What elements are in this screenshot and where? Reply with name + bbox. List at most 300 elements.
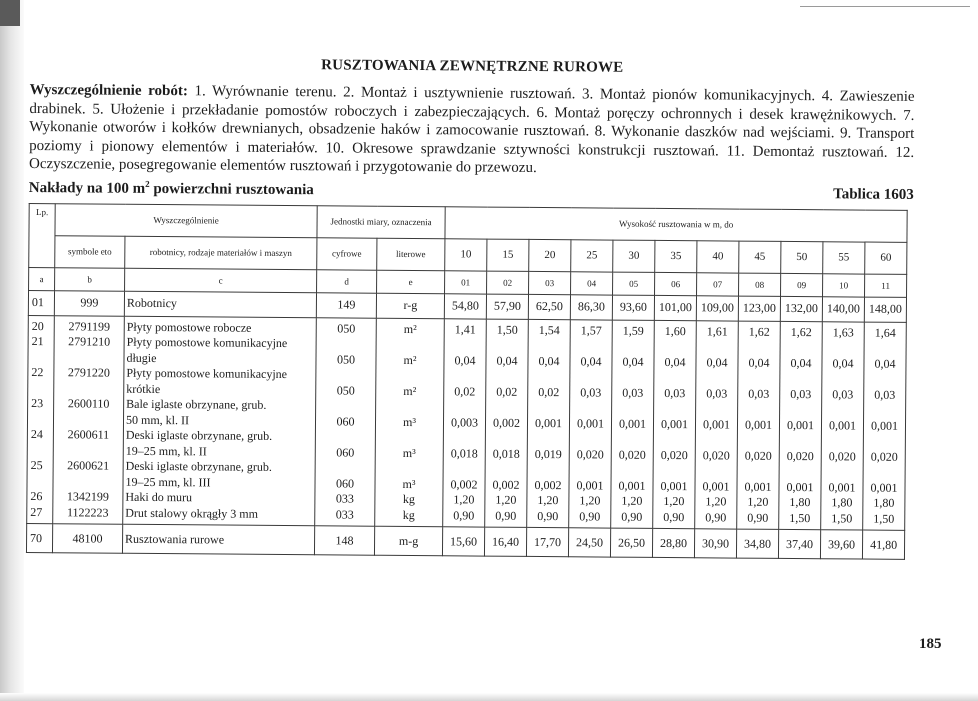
materials-lp-line (31, 350, 51, 366)
materials-values-col-30 (611, 320, 655, 529)
height-header-60: 60 (865, 242, 907, 274)
materials-value: 0,020 (828, 448, 856, 463)
materials-value: 0,02 (538, 384, 560, 399)
materials-value: 0,03 (664, 385, 686, 400)
height-header-30: 30 (613, 240, 655, 272)
materials-value: 1,54 (538, 322, 560, 337)
materials-unit-num-line: 060 (336, 444, 355, 460)
materials-value: 0,001 (660, 416, 689, 431)
materials-value (488, 369, 525, 385)
materials-value: 1,20 (747, 494, 769, 509)
materials-value (572, 462, 609, 478)
work-description-label: Wyszczególnienie robót: (29, 81, 188, 100)
materials-unit-num (315, 317, 377, 526)
materials-value (699, 339, 736, 355)
column-code-03: 03 (529, 271, 571, 294)
header-jednostki: Jednostki miary, oznaczenia (317, 205, 445, 238)
materials-value (573, 338, 610, 354)
materials-unit-lit-line (378, 399, 441, 415)
materials-unit-lit-line: m² (403, 352, 417, 367)
materials-value (530, 400, 567, 416)
materials-symbol-line: 2791220 (67, 365, 110, 380)
labor-value: 93,60 (612, 295, 654, 320)
materials-value (782, 402, 819, 418)
materials-value (782, 371, 819, 387)
column-letter-e: e (377, 270, 445, 294)
materials-value: 0,90 (495, 508, 517, 523)
materials-value (825, 340, 862, 356)
height-header-50: 50 (781, 241, 823, 273)
materials-value: 1,20 (705, 494, 727, 509)
materials-value: 0,04 (454, 352, 476, 368)
materials-value: 0,04 (832, 355, 854, 370)
materials-value: 1,59 (622, 323, 644, 338)
materials-value: 1,80 (831, 495, 853, 510)
materials-value: 0,001 (534, 415, 563, 430)
materials-value (572, 431, 609, 447)
equipment-name: Rusztowania rurowe (122, 524, 314, 555)
materials-value (740, 464, 777, 480)
materials-unit-lit-line: m² (403, 383, 417, 398)
labor-value: 54,80 (444, 293, 486, 318)
materials-values-col-55 (821, 321, 865, 530)
equipment-value: 34,80 (736, 529, 778, 558)
materials-value: 0,001 (828, 417, 857, 432)
height-header-55: 55 (823, 241, 865, 273)
materials-symbol-line: 2791210 (68, 334, 111, 349)
materials-value: 0,001 (870, 418, 899, 433)
header-lp: Lp. (29, 203, 56, 267)
materials-lp-line (31, 412, 51, 428)
materials-unit-lit-line (379, 337, 442, 353)
materials-value (488, 462, 525, 478)
equipment-value: 41,80 (862, 530, 904, 559)
materials-value (866, 403, 903, 419)
materials-value (489, 338, 526, 354)
height-header-35: 35 (655, 240, 697, 272)
materials-unit-num-line: 050 (336, 351, 356, 367)
materials-value: 0,020 (576, 446, 604, 462)
materials-value (698, 401, 735, 417)
materials-value: 1,80 (789, 494, 811, 510)
materials-value (866, 372, 903, 388)
materials-value: 0,04 (538, 353, 560, 368)
materials-name-line: Drut stalowy okrągły 3 mm (125, 505, 259, 521)
materials-name-line: krótkie (126, 381, 161, 396)
materials-value (656, 432, 693, 448)
materials-name-line: Płyty pomostowe komunikacyjne (126, 365, 288, 382)
materials-value: 0,03 (622, 385, 644, 400)
materials-value (824, 371, 861, 387)
materials-value: 0,002 (450, 476, 478, 492)
materials-value (530, 462, 567, 478)
materials-value: 0,04 (748, 355, 770, 370)
height-header-15: 15 (487, 239, 529, 271)
materials-value: 0,03 (748, 386, 770, 401)
materials-lp-line (30, 474, 50, 490)
column-letter-c: c (125, 268, 317, 293)
materials-values-col-10 (443, 318, 487, 527)
subtitle-superscript: 2 (145, 178, 150, 189)
materials-value: 0,002 (492, 415, 521, 430)
materials-value: 0,003 (450, 414, 479, 430)
work-description (29, 81, 915, 180)
materials-lp-line: 24 (30, 427, 43, 442)
materials-name-line: 19–25 mm, kl. II (125, 443, 207, 458)
materials-value (656, 463, 693, 479)
materials-name-line: Deski iglaste obrzynane, grub. (125, 427, 273, 443)
header-literowe: literowe (377, 238, 445, 271)
height-header-20: 20 (529, 239, 571, 271)
materials-value (740, 433, 777, 449)
top-rule (800, 6, 970, 7)
materials-value: 1,61 (706, 323, 728, 338)
materials-symbol-line (55, 474, 120, 490)
materials-value: 0,04 (664, 354, 686, 369)
materials-value: 0,001 (786, 417, 815, 432)
materials-unit-num-line: 060 (336, 413, 355, 429)
materials-value: 0,020 (618, 447, 646, 462)
materials-value: 0,90 (453, 507, 475, 523)
labor-value: 140,00 (822, 296, 864, 321)
book-spine-shadow (0, 0, 24, 701)
equipment-unit-lit: m-g (374, 526, 442, 556)
labor-value: 86,30 (570, 294, 612, 319)
materials-value: 1,20 (495, 492, 517, 507)
page-number: 185 (919, 636, 942, 652)
materials-value (740, 402, 777, 418)
materials-lp-line: 22 (31, 365, 44, 380)
materials-unit-lit-line: kg (402, 491, 415, 507)
equipment-value: 28,80 (652, 528, 694, 557)
column-code-05: 05 (613, 272, 655, 295)
column-code-10: 10 (823, 273, 865, 296)
equipment-value: 26,50 (610, 528, 652, 557)
materials-row (27, 315, 907, 530)
materials-value: 0,04 (496, 353, 518, 368)
materials-value (530, 369, 567, 385)
subtitle-prefix: Nakłady na 100 m (28, 179, 146, 197)
materials-value (530, 431, 567, 447)
labor-lp: 01 (28, 290, 54, 315)
materials-value: 0,03 (790, 386, 812, 401)
materials-symbol-line: 2600110 (67, 396, 110, 411)
materials-value (698, 370, 735, 386)
materials-value (782, 433, 819, 449)
header-symbole: symbole eto (55, 235, 125, 268)
materials-value: 0,020 (660, 447, 688, 462)
materials-name-line: 50 mm, kl. II (125, 412, 190, 427)
equipment-value: 17,70 (526, 527, 568, 556)
column-letter-b: b (55, 267, 125, 291)
materials-value: 0,04 (874, 356, 896, 371)
materials-unit-num-line (318, 429, 373, 445)
materials-value: 0,90 (663, 509, 685, 524)
height-header-10: 10 (445, 238, 487, 270)
labor-unit-num: 149 (316, 292, 376, 317)
materials-symbol-line: 1342199 (66, 489, 109, 504)
materials-value: 1,50 (831, 510, 853, 525)
norms-table (26, 202, 908, 559)
materials-unit-num-line: 033 (335, 506, 354, 522)
labor-unit-lit: r-g (376, 293, 444, 319)
materials-values-col-45 (737, 321, 781, 530)
labor-value: 57,90 (486, 294, 528, 319)
height-header-40: 40 (697, 240, 739, 272)
materials-lp-line: 23 (31, 396, 44, 411)
materials-value: 1,41 (454, 321, 476, 337)
materials-lp-line: 25 (30, 458, 43, 473)
column-code-06: 06 (655, 272, 697, 295)
materials-value (447, 337, 484, 353)
materials-value: 0,001 (618, 478, 646, 493)
materials-value: 0,020 (744, 448, 772, 463)
materials-value: 1,50 (789, 510, 811, 525)
materials-unit-lit-line (378, 368, 441, 384)
materials-unit-lit-line: m³ (402, 414, 417, 429)
header-wysokosc: Wysokość rusztowania w m, do (445, 206, 907, 242)
materials-value (656, 370, 693, 386)
equipment-lp: 70 (26, 523, 52, 552)
materials-lp-line: 20 (31, 318, 44, 333)
materials-value: 0,02 (496, 384, 518, 399)
materials-name-line: Płyty pomostowe komunikacyjne (126, 334, 288, 351)
materials-unit-num-line (318, 367, 373, 383)
column-code-09: 09 (781, 273, 823, 296)
equipment-value: 24,50 (568, 528, 610, 557)
equipment-value: 15,60 (442, 527, 484, 556)
materials-value: 1,80 (873, 495, 895, 510)
materials-value: 1,64 (874, 325, 896, 340)
materials-values-col-60 (863, 322, 907, 531)
materials-value: 0,020 (786, 448, 814, 463)
materials-lp-line: 21 (31, 334, 44, 349)
materials-value: 0,02 (454, 383, 476, 399)
materials-name-line: Deski iglaste obrzynane, grub. (125, 458, 273, 474)
materials-value (614, 370, 651, 386)
materials-unit-num-line: 060 (335, 475, 355, 491)
table-heading (29, 177, 914, 203)
materials-value: 1,50 (496, 322, 518, 337)
materials-value (614, 401, 651, 417)
materials-value: 0,04 (706, 354, 728, 369)
materials-lp-line: 27 (30, 504, 43, 519)
materials-value (615, 339, 652, 355)
materials-lp-line: 26 (30, 489, 43, 504)
materials-value: 0,90 (747, 510, 769, 525)
labor-value: 123,00 (738, 296, 780, 321)
materials-unit-num-line (318, 398, 373, 414)
materials-lp-line (31, 381, 51, 397)
materials-unit-lit (375, 318, 445, 527)
materials-value (740, 371, 777, 387)
materials-value: 0,001 (618, 416, 647, 431)
materials-value (446, 461, 483, 477)
materials-value: 1,20 (579, 493, 601, 508)
materials-value (572, 369, 609, 385)
column-code-08: 08 (739, 273, 781, 296)
materials-value: 0,020 (702, 447, 730, 463)
materials-symbol-line: 2791199 (68, 318, 111, 334)
materials-unit-num-line (319, 336, 374, 352)
labor-value: 101,00 (654, 295, 696, 320)
materials-value: 0,90 (579, 508, 601, 523)
materials-value: 1,20 (537, 492, 559, 508)
materials-unit-lit-line: m³ (402, 445, 416, 460)
column-code-11: 11 (865, 274, 907, 297)
materials-value: 0,001 (786, 479, 814, 494)
materials-value (698, 432, 735, 448)
scan-bottom-shade (0, 693, 978, 701)
column-code-07: 07 (697, 272, 739, 295)
materials-value: 0,001 (576, 477, 604, 493)
column-letter-a: a (29, 267, 55, 290)
materials-value: 0,001 (702, 478, 730, 494)
height-header-25: 25 (571, 239, 613, 271)
materials-value (446, 430, 483, 446)
column-letter-d: d (317, 269, 377, 292)
table-subtitle (29, 177, 314, 198)
materials-value: 0,001 (870, 480, 898, 495)
materials-value: 0,04 (580, 353, 602, 368)
materials-name (123, 316, 317, 526)
materials-value: 0,001 (702, 416, 731, 432)
materials-value (824, 433, 861, 449)
materials-values-col-20 (527, 319, 571, 528)
scan-corner-shadow (0, 0, 20, 26)
materials-name-line: długie (126, 350, 157, 365)
header-cyfrowe: cyfrowe (317, 237, 377, 269)
labor-value: 62,50 (528, 294, 570, 319)
header-wyszczegolnienie: Wyszczególnienie (55, 203, 317, 237)
materials-lp (27, 315, 55, 524)
materials-unit-num-line: 033 (335, 491, 354, 506)
materials-value (614, 463, 651, 479)
materials-lp-line (31, 443, 51, 459)
materials-value: 0,018 (450, 445, 478, 461)
column-code-01: 01 (445, 270, 487, 293)
materials-value: 0,001 (576, 415, 605, 431)
materials-value (866, 434, 903, 450)
column-code-02: 02 (487, 271, 529, 294)
materials-value: 0,03 (832, 386, 854, 401)
labor-name: Robotnicy (124, 291, 316, 318)
labor-value: 109,00 (696, 295, 738, 320)
materials-name-line: Bale iglaste obrzynane, grub. (126, 396, 267, 412)
materials-value: 1,20 (621, 493, 643, 508)
page-title: RUSZTOWANIA ZEWNĘTRZNE RUROWE (321, 57, 624, 76)
materials-value (572, 400, 609, 416)
labor-value: 132,00 (780, 296, 822, 321)
materials-value (488, 431, 525, 447)
materials-value: 0,018 (492, 446, 520, 461)
materials-unit-num-line: 050 (337, 320, 356, 336)
materials-value (531, 338, 568, 354)
materials-value (446, 368, 483, 384)
table-reference: Tablica 1603 (833, 185, 914, 203)
materials-value: 0,90 (705, 509, 727, 524)
materials-unit-lit-line: m² (403, 321, 417, 336)
equipment-value: 39,60 (820, 530, 862, 559)
materials-value (657, 339, 694, 355)
materials-value: 1,50 (873, 511, 895, 526)
materials-value: 0,002 (492, 477, 520, 492)
materials-symbol-line (56, 412, 121, 428)
materials-symbol (53, 315, 125, 524)
document-page (26, 40, 915, 560)
materials-symbol-line: 2600621 (67, 458, 110, 473)
materials-name-line: 19–25 mm, kl. III (125, 474, 211, 489)
materials-value: 0,90 (621, 509, 643, 524)
materials-value (741, 340, 778, 356)
materials-value (446, 399, 483, 415)
materials-value (656, 401, 693, 417)
materials-symbol-line (56, 381, 121, 397)
materials-value: 0,001 (828, 479, 856, 494)
materials-value: 0,03 (874, 387, 896, 402)
labor-symbol: 999 (54, 290, 124, 316)
subtitle-suffix: powierzchni rusztowania (149, 180, 314, 198)
materials-value (866, 465, 903, 481)
materials-value: 1,57 (580, 322, 602, 337)
header-robotnicy: robotnicy, rodzaje materiałów i maszyn (125, 236, 317, 270)
materials-value (867, 341, 904, 357)
materials-values-col-15 (485, 319, 529, 528)
materials-name-line: Haki do muru (125, 489, 193, 505)
equipment-value: 16,40 (484, 527, 526, 556)
materials-value: 0,04 (790, 355, 812, 370)
materials-symbol-line (56, 350, 121, 366)
equipment-unit-num: 148 (314, 526, 374, 555)
materials-value: 1,60 (664, 323, 686, 338)
equipment-value: 30,90 (694, 529, 736, 558)
materials-value (698, 463, 735, 479)
materials-value: 0,001 (744, 417, 773, 432)
equipment-value: 37,40 (778, 529, 820, 558)
work-description-text: 1. Wyrównanie terenu. 2. Montaż i usztywnienie rusztowań. 3. Montaż pionów komunikacyjnych. 4. Zawieszenie drabinek. 5. Ułożenie i przekładanie pomostów roboczych i zabezpieczających. 6. Montaż poręczy ochronnych i desek krawężnikowych. 7. Wykonanie otworów i kołków drewnianych, obsadzenie haków i zamocowanie rusztowań. 8. Wykonanie daszków nad wejściami. 9. Transport poziomy i pionowy elementów i materiałów. 10. Okresowe sprawdzanie sztywności konstrukcji rusztowań. 11. Demontaż rusztowań. 12. Oczyszczenie, posegregowanie elementów rusztowań i przygotowanie do przewozu. (28, 83, 915, 176)
materials-unit-lit-line: m³ (402, 476, 416, 491)
materials-value: 0,020 (870, 449, 898, 464)
column-code-04: 04 (571, 271, 613, 294)
materials-symbol-line (56, 443, 121, 459)
materials-values-col-40 (695, 320, 739, 529)
materials-values-col-35 (653, 320, 697, 529)
materials-values-col-50 (779, 321, 823, 530)
materials-symbol-line: 2600611 (67, 427, 110, 442)
materials-value (783, 340, 820, 356)
materials-unit-lit-line: kg (402, 507, 415, 522)
materials-name-line: Płyty pomostowe robocze (126, 319, 252, 335)
materials-value: 0,04 (622, 354, 644, 369)
materials-value: 1,20 (663, 493, 685, 509)
materials-value: 1,63 (832, 324, 854, 339)
equipment-row (26, 523, 904, 559)
materials-symbol-line: 1122223 (66, 504, 109, 520)
equipment-symbol: 48100 (52, 524, 122, 554)
materials-value (488, 400, 525, 416)
materials-value (782, 464, 819, 480)
materials-value: 0,019 (534, 446, 562, 461)
materials-unit-lit-line (378, 430, 441, 446)
materials-unit-lit-line (378, 461, 441, 477)
materials-value: 0,001 (660, 478, 688, 493)
materials-value: 0,001 (744, 479, 772, 494)
labor-value: 148,00 (864, 297, 906, 322)
materials-value: 1,20 (453, 492, 475, 507)
materials-value (824, 402, 861, 418)
height-header-45: 45 (739, 241, 781, 273)
materials-value (614, 432, 651, 448)
